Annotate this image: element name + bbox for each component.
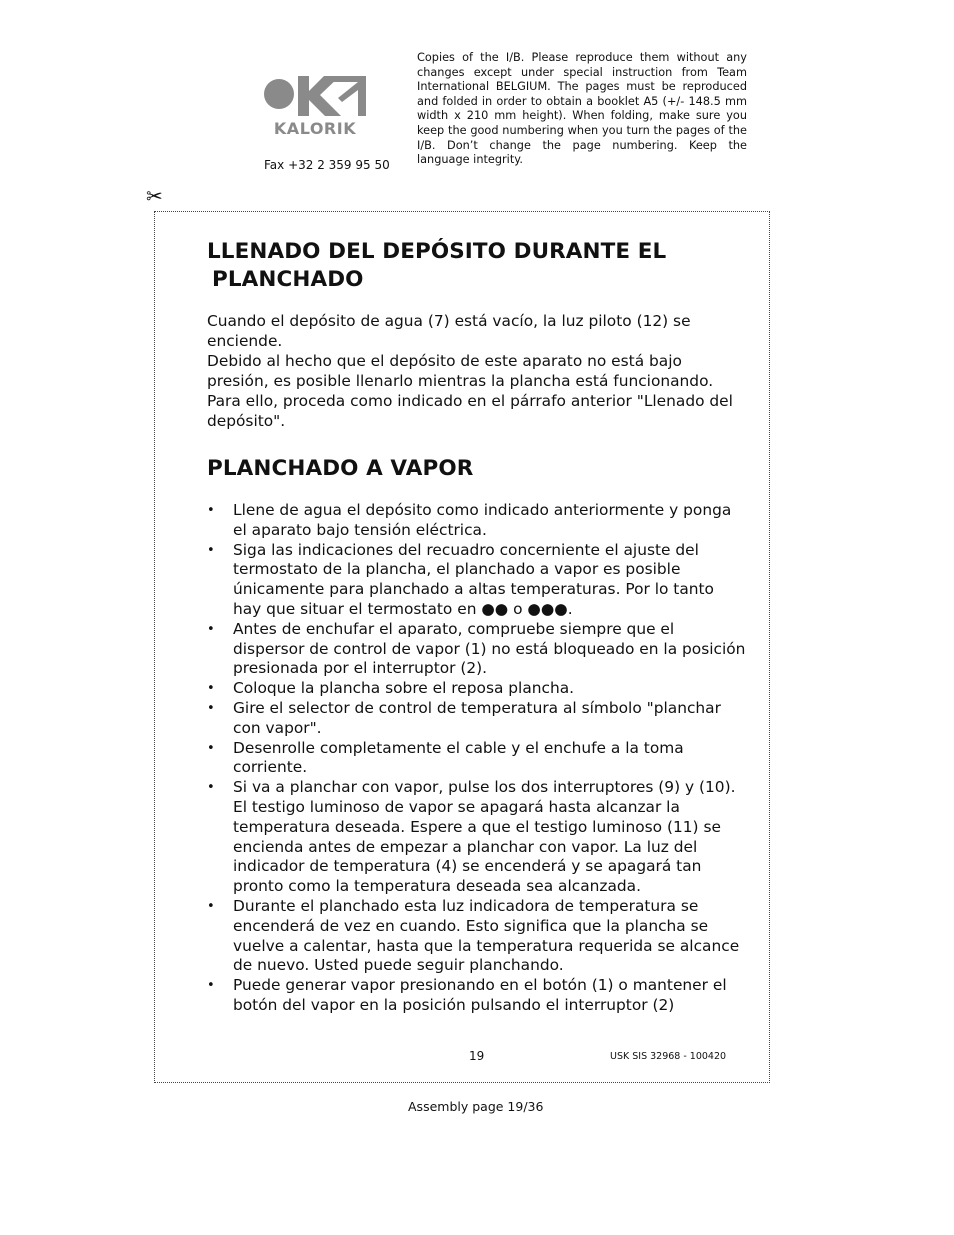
list-item: • Si va a planchar con vapor, pulse los dos interruptores (9) y (10). El testigo luminoso de vapor se apagará hasta alcanzar la temperatura deseada. Espere a que el testigo luminoso (11) se encienda antes de empezar a planchar con vapor. La luz del indicador de temperatura (4) se encenderá y se apagará tan pronto como la temperatura deseada sea alcanzada. (207, 778, 747, 897)
section-title-refill (207, 238, 747, 294)
section-title-line-2: PLANCHADO (212, 267, 364, 292)
paragraph-empty-tank: Cuando el depósito de agua (7) está vacío, la luz piloto (12) se enciende. (207, 312, 691, 350)
assembly-page: Assembly page 19/36 (408, 1099, 544, 1114)
fax-number: Fax +32 2 359 95 50 (264, 158, 390, 172)
kalorik-logo (262, 72, 368, 138)
steam-ironing-steps (207, 501, 747, 1016)
list-item: • Antes de enchufar el aparato, compruebe siempre que el dispersor de control de vapor (1) no está bloqueado en la posición presionada por el interruptor (2). (207, 620, 747, 679)
list-item: • Gire el selector de control de temperatura al símbolo "planchar con vapor". (207, 699, 747, 739)
section-title-steam-ironing: PLANCHADO A VAPOR (207, 456, 474, 481)
document-code: USK SIS 32968 - 100420 (610, 1051, 727, 1062)
list-item: • Coloque la plancha sobre el reposa plancha. (207, 679, 747, 699)
list-item: • Llene de agua el depósito como indicado anteriormente y ponga el aparato bajo tensión eléctrica. (207, 501, 747, 541)
list-item: • Durante el planchado esta luz indicadora de temperatura se encenderá de vez en cuando. Esto significa que la plancha se vuelve a calentar, hasta que la temperatura requerida se alcance de nuevo. Usted puede seguir planchando. (207, 897, 747, 976)
page-number: 19 (469, 1049, 485, 1063)
section-title-line-1: LLENADO DEL DEPÓSITO DURANTE EL (207, 239, 667, 264)
reproduction-instructions: Copies of the I/B. Please reproduce them without any changes except under special instruction from Team International BELGIUM. The pages must be reproduced and folded in order to obtain a booklet A5 (+/- 148.5 mm width x 210 mm height). When folding, make sure you keep the good numbering when you turn the pages of the I/B. Don’t change the page numbering. Keep the language integrity. (417, 51, 747, 167)
page-content (207, 238, 747, 1016)
logo-wordmark: KALORIK (273, 119, 357, 138)
scissors-icon: ✂ (146, 184, 163, 208)
list-item: • Desenrolle completamente el cable y el enchufe a la toma corriente. (207, 739, 747, 779)
list-item: • Siga las indicaciones del recuadro concerniente el ajuste del termostato de la plancha, el planchado a vapor es posible únicamente para planchado a altas temperaturas. Por lo tanto hay que situar el termostato en ●● o ●●●. (207, 541, 747, 620)
list-item: • Puede generar vapor presionando en el botón (1) o mantener el botón del vapor en la posición pulsando el interruptor (2) (207, 976, 747, 1016)
paragraph-refill-while-ironing: Debido al hecho que el depósito de este aparato no está bajo presión, es posible llenarlo mientras la plancha está funcionando. Para ello, proceda como indicado en el párrafo anterior "Llenado del depósito". (207, 352, 733, 430)
